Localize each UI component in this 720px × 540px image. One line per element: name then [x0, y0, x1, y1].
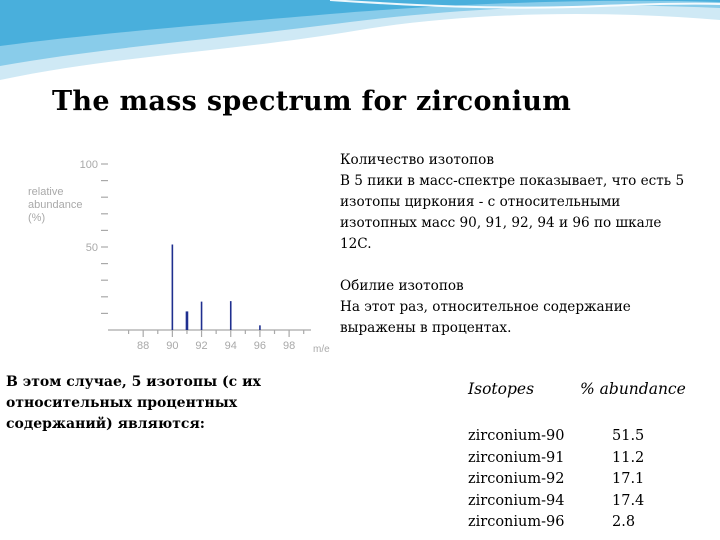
- y-tick-label: 50: [85, 242, 98, 254]
- x-tick-label: 94: [224, 340, 237, 352]
- y-axis-label-line: relative: [28, 186, 64, 198]
- isotopes-note: В этом случае, 5 изотопы (с их относительных процентных содержаний) являются:: [6, 374, 261, 432]
- x-tick-label: 88: [137, 340, 150, 352]
- y-axis-label-line: (%): [28, 212, 46, 224]
- isotope-abundance: 11.2: [612, 449, 645, 466]
- description-text: В 5 пики в масс-спектре показывает, что есть 5 изотопы циркония - с относительными изотопных масс 90, 91, 92, 94 и 96 по шкале 12C.: [340, 173, 685, 252]
- table-rows: [468, 428, 718, 536]
- y-tick-label: 100: [79, 159, 98, 171]
- mass-spectrum-chart: [28, 150, 328, 365]
- table-row: [468, 428, 718, 450]
- page-title: The mass spectrum for zirconium: [52, 86, 572, 117]
- description-heading: Обилие изотопов: [340, 278, 464, 294]
- y-axis: [80, 159, 108, 313]
- header-isotopes: Isotopes: [468, 380, 535, 398]
- x-axis: [108, 330, 330, 355]
- header-abundance: % abundance: [580, 380, 686, 398]
- isotope-name: zirconium-96: [468, 514, 565, 530]
- x-tick-label: 96: [253, 340, 267, 352]
- table-row: [468, 493, 718, 515]
- y-axis-label: [28, 186, 82, 224]
- description-isotope-count: [340, 150, 685, 255]
- description: [340, 150, 685, 360]
- x-axis-label: m/e: [313, 344, 330, 355]
- isotope-name: zirconium-90: [468, 428, 565, 444]
- description-text: На этот раз, относительное содержание выражены в процентах.: [340, 299, 631, 336]
- x-tick-label: 92: [195, 340, 208, 352]
- isotope-abundance: 17.4: [612, 492, 645, 509]
- description-heading: Количество изотопов: [340, 152, 494, 168]
- isotope-abundance: 51.5: [612, 428, 645, 444]
- isotope-name: zirconium-91: [468, 449, 565, 466]
- y-axis-label-line: abundance: [28, 199, 83, 211]
- isotope-abundance: 2.8: [612, 514, 636, 530]
- x-tick-label: 90: [166, 340, 179, 352]
- table-row: [468, 471, 718, 493]
- bars: [172, 245, 260, 330]
- header-wave-decoration: [0, 0, 720, 90]
- table-row: [468, 450, 718, 472]
- description-abundance: [340, 276, 685, 339]
- table-row: [468, 514, 718, 536]
- isotope-name: zirconium-94: [468, 492, 565, 509]
- isotope-name: zirconium-92: [468, 471, 565, 487]
- isotope-abundance: 17.1: [612, 471, 645, 487]
- x-tick-label: 98: [282, 340, 296, 352]
